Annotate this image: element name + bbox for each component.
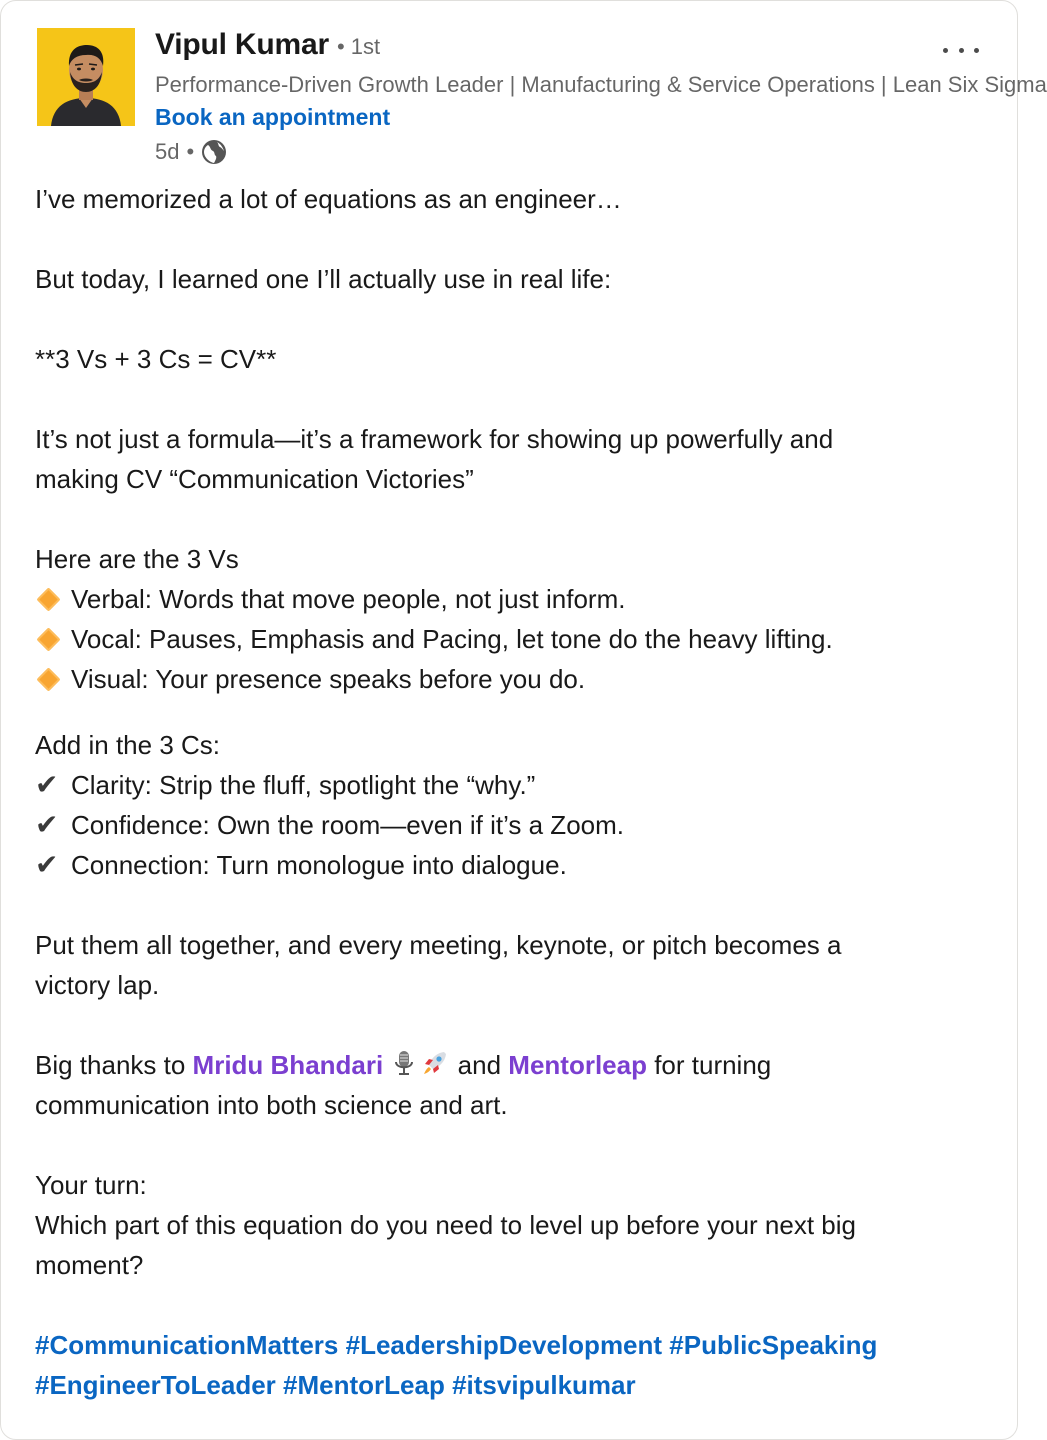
post-line: victory lap. [35,970,160,1000]
author-name[interactable]: Vipul Kumar [155,28,329,61]
post-line: But today, I learned one I’ll actually use in real life: [35,264,612,294]
list-item-text: Connection: Turn monologue into dialogue. [71,850,567,880]
list-item-text: Visual: Your presence speaks before you do. [71,664,586,694]
hashtag-communicationmatters[interactable]: #CommunicationMatters [35,1330,339,1360]
post-line: communication into both science and art. [35,1090,508,1120]
list-item [35,765,985,805]
check-mark-icon: ✔ [35,769,59,800]
post-line: I’ve memorized a lot of equations as an engineer… [35,184,622,214]
globe-icon [201,139,227,165]
list-item-text: Verbal: Words that move people, not just inform. [71,584,626,614]
hashtag-itsvipulkumar[interactable]: #itsvipulkumar [452,1370,636,1400]
check-mark-icon: ✔ [35,809,59,840]
post-line: It’s not just a formula—it’s a framework for showing up powerfully and [35,424,834,454]
post-header [37,28,1047,168]
list-item [35,579,985,619]
avatar-image [37,28,135,126]
author-avatar[interactable] [37,28,135,126]
hashtag-line [35,1365,985,1405]
post-line: Your turn: [35,1170,147,1200]
hashtag-engineertoleader[interactable]: #EngineerToLeader [35,1370,276,1400]
author-meta [155,28,1047,168]
list-item [35,619,985,659]
microphone-icon [390,1048,420,1078]
vs-heading: Here are the 3 Vs [35,544,239,574]
list-item [35,845,985,885]
more-horizontal-icon[interactable] [939,36,983,64]
orange-diamond-icon [36,627,60,651]
thanks-and: and [450,1050,509,1080]
rocket-icon [420,1048,450,1078]
check-mark-icon: ✔ [35,849,59,880]
connection-degree: • 1st [336,34,381,59]
post-line: Which part of this equation do you need to level up before your next big [35,1210,856,1240]
post-line: Put them all together, and every meeting, keynote, or pitch becomes a [35,930,842,960]
menu-dot [943,48,948,53]
list-item-text: Vocal: Pauses, Emphasis and Pacing, let tone do the heavy lifting. [71,624,833,654]
menu-dot [959,48,964,53]
list-item [35,659,985,699]
post-line: moment? [35,1250,144,1280]
hashtag-leadershipdevelopment[interactable]: #LeadershipDevelopment [345,1330,663,1360]
list-item [35,805,985,845]
post-body [35,179,985,1405]
orange-diamond-icon [36,667,60,691]
time-separator: • [186,139,195,164]
menu-dot [974,48,979,53]
hashtag-mentorleap[interactable]: #MentorLeap [283,1370,445,1400]
thanks-line [35,1045,985,1085]
list-item-text: Confidence: Own the room—even if it’s a Zoom. [71,810,624,840]
thanks-prefix: Big thanks to [35,1050,193,1080]
author-headline: Performance-Driven Growth Leader | Manufacturing & Service Operations | Lean Six Sigma [155,72,1047,97]
thanks-suffix: for turning [646,1050,772,1080]
mention-mentorleap[interactable]: Mentorleap [508,1050,647,1080]
post-timestamp [155,136,915,168]
list-item-text: Clarity: Strip the fluff, spotlight the “why.” [71,770,536,800]
formula-line: **3 Vs + 3 Cs = CV** [35,344,277,374]
hashtag-publicspeaking[interactable]: #PublicSpeaking [669,1330,878,1360]
post-age: 5d [155,139,180,164]
name-row [155,28,915,66]
book-appointment-link[interactable]: Book an appointment [155,104,391,130]
cs-heading: Add in the 3 Cs: [35,730,220,760]
orange-diamond-icon [36,587,60,611]
post-line: making CV “Communication Victories” [35,464,474,494]
hashtag-line [35,1325,985,1365]
mention-mridu-bhandari[interactable]: Mridu Bhandari [192,1050,384,1080]
